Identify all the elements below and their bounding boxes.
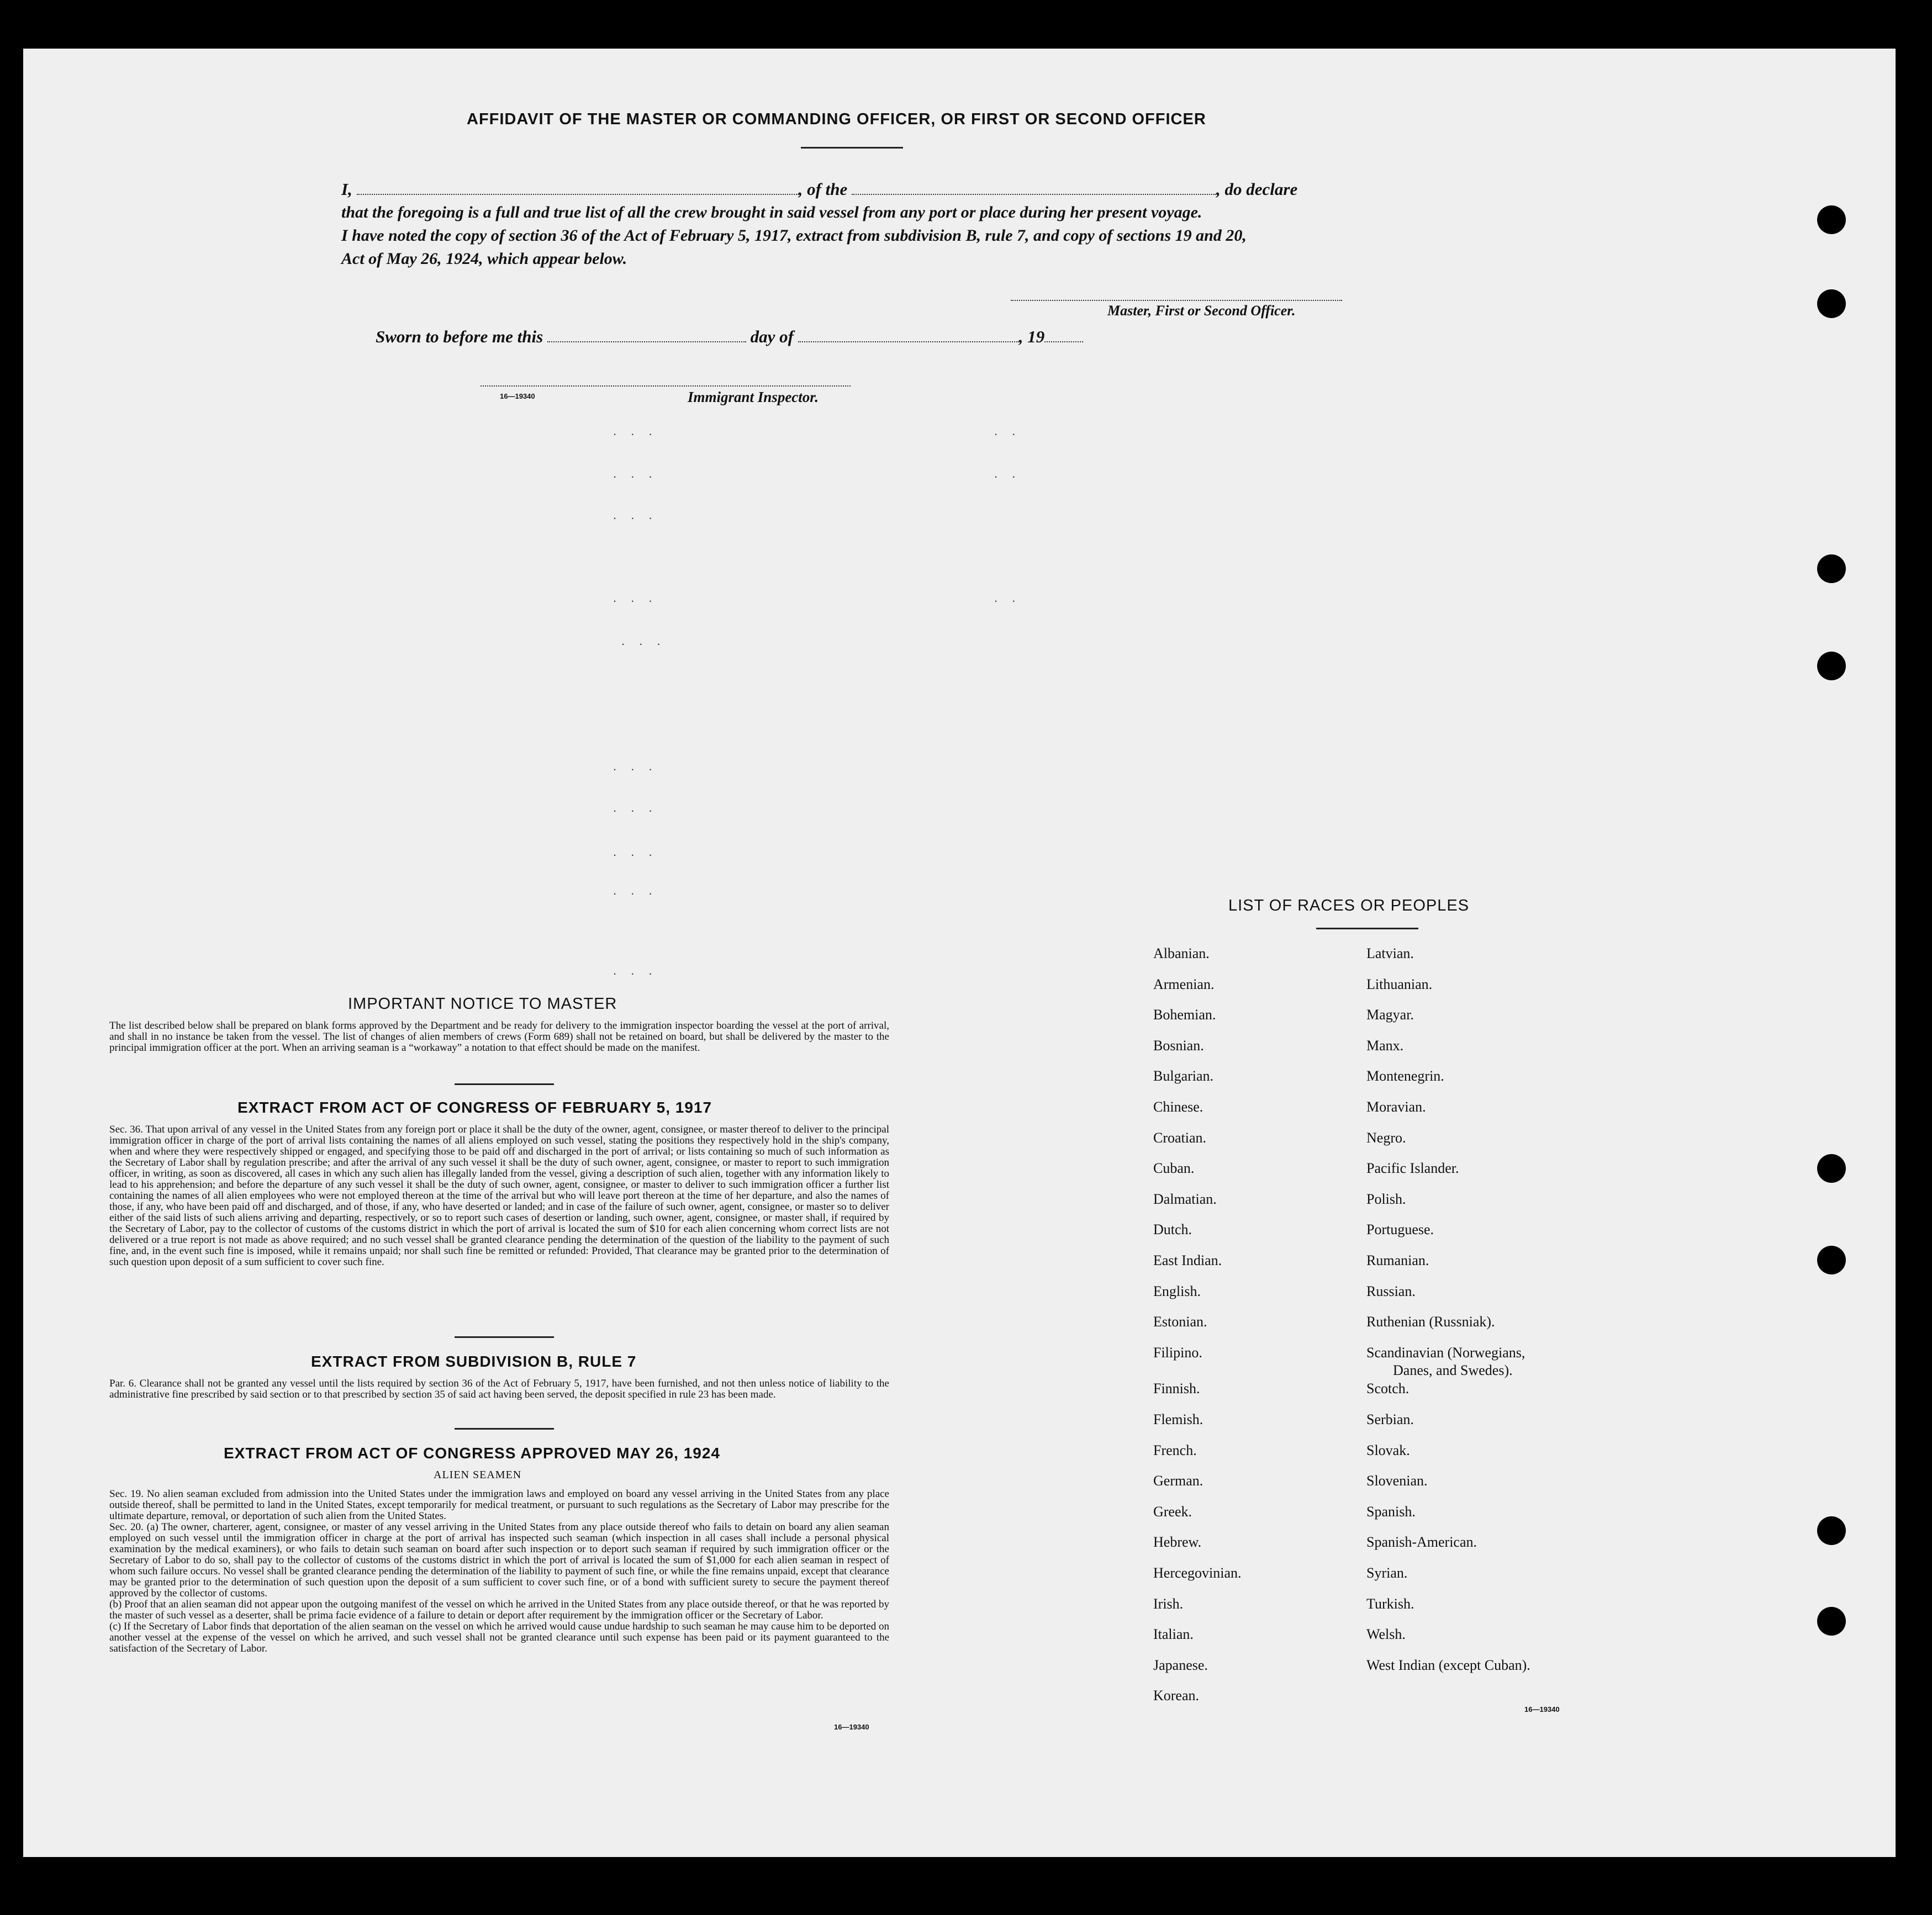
race-item: Japanese. xyxy=(1153,1657,1208,1673)
race-item: Chinese. xyxy=(1153,1099,1203,1115)
race-item: Spanish-American. xyxy=(1366,1534,1477,1550)
bleed-through-mark: . . . xyxy=(621,634,666,648)
bleed-through-mark: . . . xyxy=(613,759,658,773)
sec19-text: Sec. 19. No alien seaman excluded from admission into the United States under the immigration laws and employed on board any vessel arriving in the United States from any place outside thereof, shall be permitted to land in the United States, except temporarily for medical treatment, or pursuant to such regulations as the Secretary of Labor may prescribe for the ultimate departure, removal, or deportation of such alien from the United States. xyxy=(109,1488,889,1522)
race-item: Finnish. xyxy=(1153,1380,1200,1396)
race-item: Albanian. xyxy=(1153,945,1210,961)
alien-seamen-subtitle: ALIEN SEAMEN xyxy=(434,1469,522,1481)
race-item: Syrian. xyxy=(1366,1565,1408,1581)
sworn-month-field[interactable] xyxy=(798,328,1019,342)
race-item: Lithuanian. xyxy=(1366,976,1433,992)
race-item: Russian. xyxy=(1366,1283,1416,1299)
race-item: Cuban. xyxy=(1153,1160,1195,1176)
race-item: Slovak. xyxy=(1366,1442,1410,1458)
race-item: Slovenian. xyxy=(1366,1473,1428,1489)
race-item: East Indian. xyxy=(1153,1252,1222,1268)
sec20a-text: Sec. 20. (a) The owner, charterer, agent, consignee, or master of any vessel arriving in the United States from any place outside thereof who fails to detain on board any alien seaman employed on such vessel until the immigration officer in charge at the port of arrival has inspected such seaman (which inspection in all cases shall include a personal physical examination by the medical examiners), or who fails to detain such seaman on board after such inspection or to deport such seaman if required by such immigration officer or the Secretary of Labor to do so, shall pay to the collector of customs of the customs district in which the port of arrival is located the sum of $1,000 for each alien seaman in respect of whom such failure occurs. No vessel shall be granted clearance pending the determination of the liability to payment of such fine, or while the fine remains unpaid, except that clearance may be granted prior to the determination of such question upon the deposit of a sum sufficient to cover such fine, or of a bond with sufficient surety to secure the payment thereof approved by the collector of customs. xyxy=(109,1521,889,1599)
punch-hole xyxy=(1817,289,1846,318)
section-divider xyxy=(455,1428,554,1430)
master-caption: Master, First or Second Officer. xyxy=(1107,303,1296,319)
race-item: Montenegrin. xyxy=(1366,1068,1444,1084)
inspector-signature-line[interactable] xyxy=(481,385,851,387)
of-the-label: , of the xyxy=(798,179,848,199)
bleed-through-mark: . . xyxy=(994,424,1021,438)
affidavit-body xyxy=(341,178,1363,271)
race-item: Hercegovinian. xyxy=(1153,1565,1242,1581)
form-number-bottom: 16—19340 xyxy=(834,1723,869,1731)
race-item: English. xyxy=(1153,1283,1201,1299)
races-form-number: 16—19340 xyxy=(1524,1705,1560,1713)
race-item: Spanish. xyxy=(1366,1504,1416,1520)
affidavit-line4: Act of May 26, 1924, which appear below. xyxy=(341,250,627,268)
race-item: Greek. xyxy=(1153,1504,1192,1520)
race-item: Bulgarian. xyxy=(1153,1068,1214,1084)
race-item: Armenian. xyxy=(1153,976,1215,992)
race-item: Hebrew. xyxy=(1153,1534,1202,1550)
i-label: I, xyxy=(341,179,352,199)
races-underline xyxy=(1316,928,1418,929)
sec20b-text: (b) Proof that an alien seaman did not appear upon the outgoing manifest of the vessel on which he arrived in the United States from any place outside thereof, or that he was reported by the master of such vessel as a deserter, shall be prima facie evidence of a failure to detain or deport after requirement by the immigration officer or the Secretary of Labor. xyxy=(109,1599,889,1621)
punch-hole xyxy=(1817,554,1846,583)
race-item: Polish. xyxy=(1366,1191,1406,1207)
extract-1924-title: EXTRACT FROM ACT OF CONGRESS APPROVED MAY 26, 1924 xyxy=(224,1445,720,1462)
sworn-line xyxy=(376,327,1083,347)
race-item: Filipino. xyxy=(1153,1345,1202,1361)
race-item: West Indian (except Cuban). xyxy=(1366,1657,1530,1673)
day-of-label: day of xyxy=(750,327,794,346)
bleed-through-mark: . . . xyxy=(613,801,658,814)
bleed-through-mark: . . xyxy=(994,467,1021,480)
bleed-through-mark: . . . xyxy=(613,591,658,605)
do-declare-label: , do declare xyxy=(1216,179,1298,199)
race-item: Italian. xyxy=(1153,1626,1194,1642)
race-item: Welsh. xyxy=(1366,1626,1406,1642)
extract-1924-body xyxy=(109,1489,889,1654)
sworn-day-field[interactable] xyxy=(547,328,746,342)
punch-hole xyxy=(1817,1246,1846,1274)
affidavit-line2: that the foregoing is a full and true list of all the crew brought in said vessel from any port or place during her present voyage. xyxy=(341,203,1202,221)
bleed-through-mark: . . . xyxy=(613,424,658,438)
title-underline xyxy=(801,147,903,149)
race-item: Scotch. xyxy=(1366,1380,1410,1396)
affidavit-line1 xyxy=(341,178,1363,201)
punch-hole xyxy=(1817,205,1846,234)
race-item: French. xyxy=(1153,1442,1197,1458)
race-item: German. xyxy=(1153,1473,1203,1489)
race-item: Korean. xyxy=(1153,1687,1200,1704)
extract-rule7-title: EXTRACT FROM SUBDIVISION B, RULE 7 xyxy=(311,1353,637,1370)
extract-rule7-text: Par. 6. Clearance shall not be granted any vessel until the lists required by section 36 of the Act of February 5, 1917, have been furnished, and not then unless notice of liability to the administrative fine prescribed by said section or to that prescribed by section 35 of said act having been served, the deposit specified in rule 23 has been made. xyxy=(109,1378,889,1400)
section-divider xyxy=(455,1336,554,1338)
extract-1917-text: Sec. 36. That upon arrival of any vessel in the United States from any foreign port or place it shall be the duty of the owner, agent, consignee, or master thereof to deliver to the principal immigration officer in charge of the port of arrival lists containing the names of all aliens employed on such vessel, stating the positions they respectively hold in the ship's company, when and where they were respectively shipped or engaged, and specifying those to be paid off and discharged in the port of arrival; or lists containing so much of such information as the Secretary of Labor shall by regulation prescribe; and after the arrival of any such vessel it shall be the duty of such owner, agent, consignee, or master to report to such immigration officer, in writing, as soon as discovered, all cases in which any such alien has illegally landed from the vessel, giving a description of such alien, together with any information likely to lead to his apprehension; and before the departure of any such vessel it shall be the duty of such owner, agent, consignee, or master to deliver to such immigration officer a further list containing the names of all alien employees who were not employed thereon at the time of the arrival but who will leave port thereon at the time of her departure, and also the names of those, if any, who have been paid off and discharged, and of those, if any, who have deserted or landed; and in case of the failure of such owner, agent, consignee, or master so to deliver either of the said lists of such aliens arriving and departing, respectively, or so to report such cases of desertion or landing, such owner, agent, consignee, or master shall, if required by the Secretary of Labor, pay to the collector of customs of the customs district in which the port of arrival is located the sum of $10 for each alien concerning whom correct lists are not delivered or a true report is not made as above required; and no such vessel shall be granted clearance pending the determination of the question of the liability to the payment of such fine, and, in the event such fine is imposed, while it remains unpaid; nor shall such fine be remitted or refunded: Provided, That clearance may be granted prior to the determination of such question upon deposit of a sum sufficient to cover such fine. xyxy=(109,1124,889,1268)
section-divider xyxy=(455,1083,554,1085)
punch-hole xyxy=(1817,652,1846,680)
notice-text: The list described below shall be prepared on blank forms approved by the Department and be ready for delivery to the immigration inspector boarding the vessel at the port of arrival, and shall in no instance be taken from the vessel. The list of changes of alien members of crews (Form 689) shall not be retained on board, but shall be delivered by the master to the principal immigration officer at the port. When an arriving seaman is a “workaway” a notation to that effect should be made on the manifest. xyxy=(109,1020,889,1054)
race-item: Rumanian. xyxy=(1366,1252,1429,1268)
race-item: Negro. xyxy=(1366,1130,1406,1146)
sec20c-text: (c) If the Secretary of Labor finds that deportation of the alien seaman on the vessel on which he arrived would cause undue hardship to such seaman he may cause him to be deported on another vessel at the expense of the vessel on which he arrived, and such vessel shall not be granted clearance until such expense has been paid or its payment guaranteed to the satisfaction of the Secretary of Labor. xyxy=(109,1621,889,1654)
affidavit-title: AFFIDAVIT OF THE MASTER OR COMMANDING OFFICER, OR FIRST OR SECOND OFFICER xyxy=(467,110,1206,128)
sworn-year-field[interactable] xyxy=(1044,328,1083,342)
race-item: Bohemian. xyxy=(1153,1007,1216,1023)
race-item: Ruthenian (Russniak). xyxy=(1366,1314,1495,1330)
race-item: Latvian. xyxy=(1366,945,1414,961)
year-prefix: , 19 xyxy=(1018,327,1045,346)
bleed-through-mark: . . . xyxy=(613,845,658,859)
sworn-label: Sworn to before me this xyxy=(376,327,543,346)
bleed-through-mark: . . . xyxy=(613,467,658,480)
master-signature-line[interactable] xyxy=(1011,300,1342,301)
punch-hole xyxy=(1817,1154,1846,1183)
race-item: Magyar. xyxy=(1366,1007,1414,1023)
punch-hole xyxy=(1817,1607,1846,1636)
name-field[interactable] xyxy=(357,181,799,195)
race-item: Dalmatian. xyxy=(1153,1191,1217,1207)
extract-1917-title: EXTRACT FROM ACT OF CONGRESS OF FEBRUARY 5, 1917 xyxy=(237,1099,712,1116)
notice-title: IMPORTANT NOTICE TO MASTER xyxy=(348,995,617,1013)
races-title: LIST OF RACES OR PEOPLES xyxy=(1228,897,1470,914)
vessel-field[interactable] xyxy=(852,181,1216,195)
race-item: Croatian. xyxy=(1153,1130,1207,1146)
form-number: 16—19340 xyxy=(500,392,535,400)
race-item: Turkish. xyxy=(1366,1596,1414,1612)
race-item: Moravian. xyxy=(1366,1099,1426,1115)
race-item: Flemish. xyxy=(1153,1411,1203,1427)
race-item: Estonian. xyxy=(1153,1314,1207,1330)
race-item: Danes, and Swedes). xyxy=(1393,1362,1513,1378)
race-item: Portuguese. xyxy=(1366,1221,1434,1237)
bleed-through-mark: . . . xyxy=(613,884,658,897)
punch-hole xyxy=(1817,1516,1846,1545)
race-item: Irish. xyxy=(1153,1596,1184,1612)
race-item: Serbian. xyxy=(1366,1411,1414,1427)
bleed-through-mark: . . xyxy=(994,591,1021,605)
bleed-through-mark: . . . xyxy=(613,508,658,522)
race-item: Manx. xyxy=(1366,1038,1404,1054)
bleed-through-mark: . . . xyxy=(613,964,658,977)
affidavit-line3: I have noted the copy of section 36 of the Act of February 5, 1917, extract from subdivision B, rule 7, and copy of sections 19 and 20, xyxy=(341,226,1247,245)
race-item: Bosnian. xyxy=(1153,1038,1204,1054)
race-item: Dutch. xyxy=(1153,1221,1192,1237)
race-item: Scandinavian (Norwegians, xyxy=(1366,1345,1525,1361)
race-item: Pacific Islander. xyxy=(1366,1160,1459,1176)
inspector-caption: Immigrant Inspector. xyxy=(688,389,819,405)
